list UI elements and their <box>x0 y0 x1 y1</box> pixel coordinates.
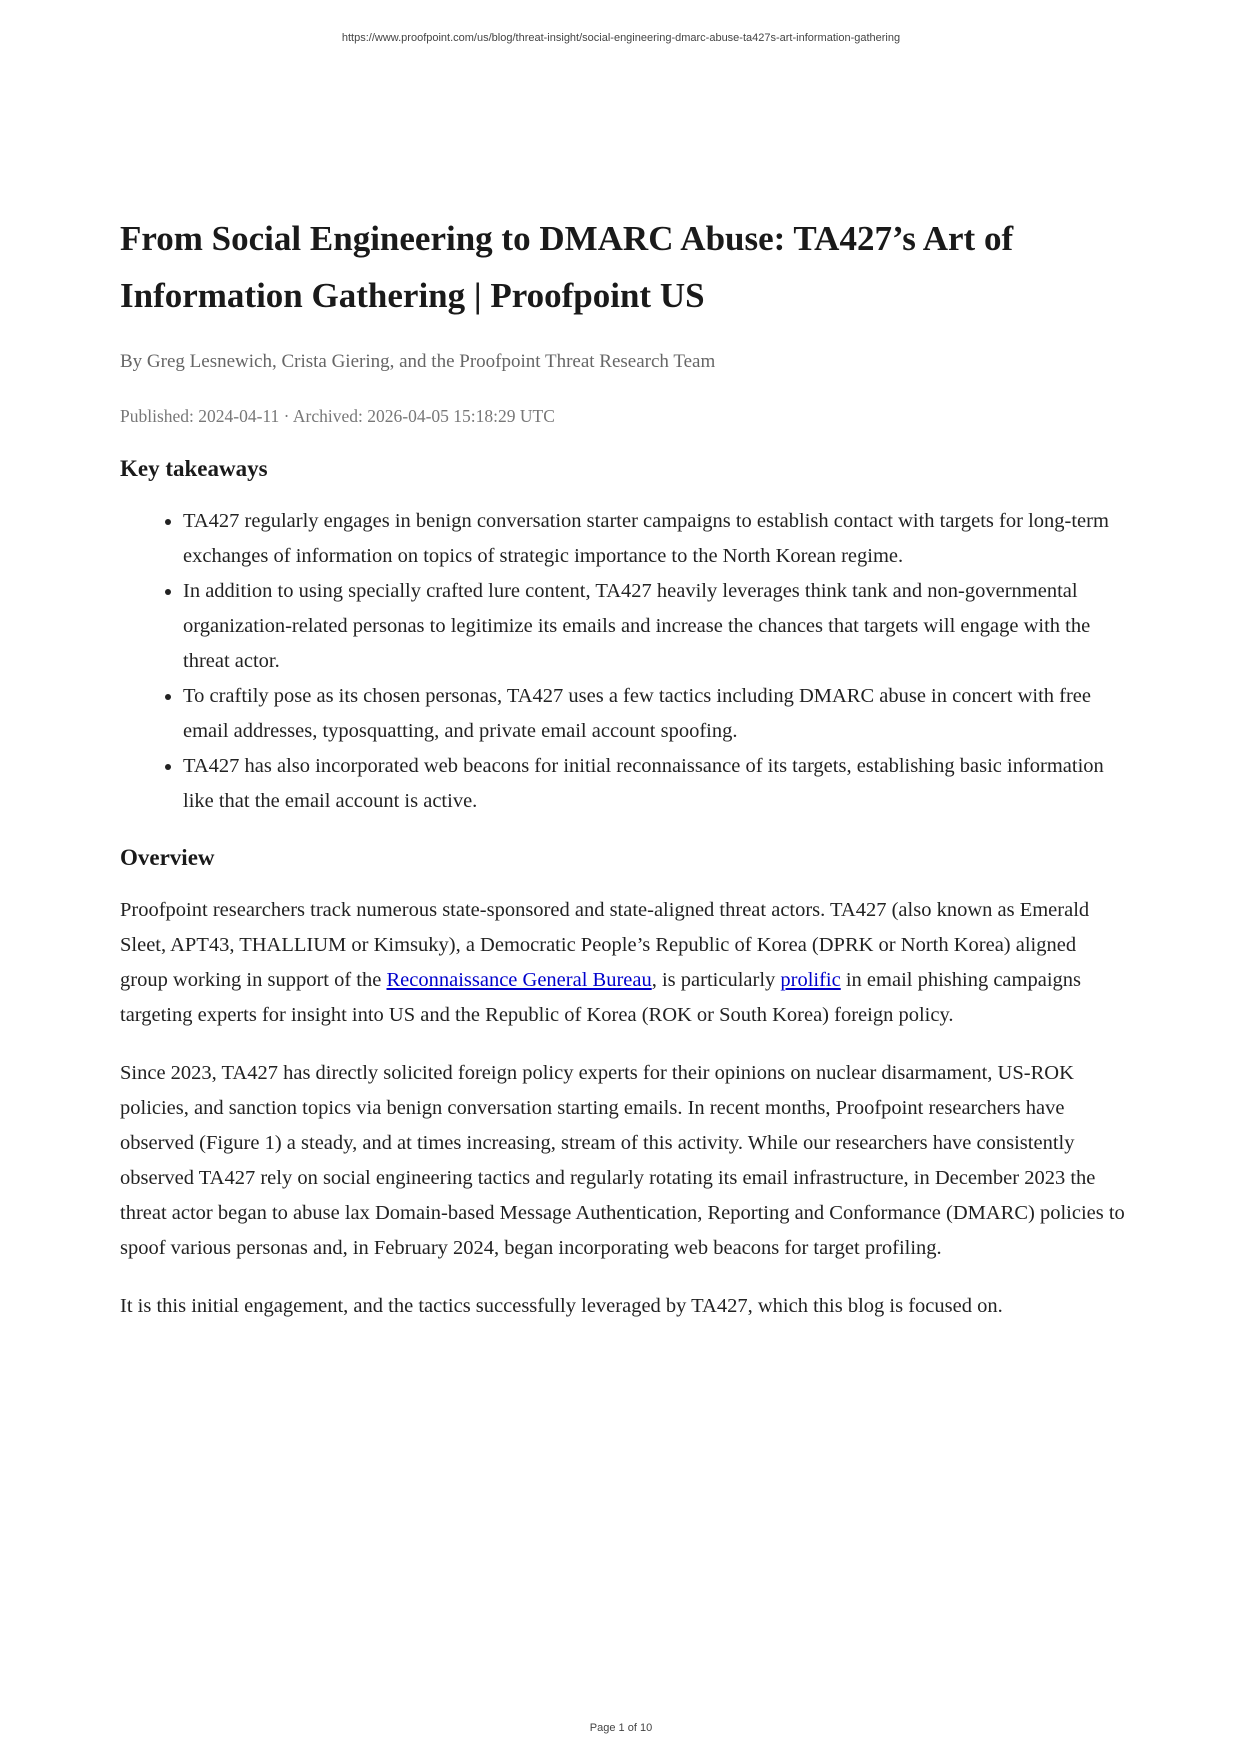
takeaways-list <box>120 504 1125 819</box>
text: Proofpoint researchers track numerous state-sponsored and state-aligned threat actors. TA427 (also known as Emerald Sleet, APT43, THALLIUM or Kimsuky), a Democratic People’s Republic of Korea (DPRK or North Korea) aligned group working in support of the <box>120 899 1090 991</box>
list-item: • TA427 has also incorporated web beacons for initial reconnaissance of its targets, establishing basic information like that the email account is active. <box>183 749 1125 819</box>
text: in email phishing campaigns targeting experts for insight into US and the Republic of Korea (ROK or South Korea) foreign policy. <box>120 969 1081 1026</box>
list-item: • In addition to using specially crafted lure content, TA427 heavily leverages think tank and non-governmental organization-related personas to legitimize its emails and increase the chances that targets will engage with the threat actor. <box>183 574 1125 679</box>
paragraph: Since 2023, TA427 has directly solicited foreign policy experts for their opinions on nuclear disarmament, US-ROK policies, and sanction topics via benign conversation starting emails. In recent months, Proofpoint researchers have observed (Figure 1) a steady, and at times increasing, stream of this activity. While our researchers have consistently observed TA427 rely on social engineering tactics and regularly rotating its email infrastructure, in December 2023 the threat actor began to abuse lax Domain-based Message Authentication, Reporting and Conformance (DMARC) policies to spoof various personas and, in February 2024, began incorporating web beacons for target profiling. <box>120 1062 1125 1259</box>
paragraph <box>120 893 1125 1033</box>
reconnaissance-general-bureau-link[interactable]: Reconnaissance General Bureau <box>386 969 652 991</box>
page-title: From Social Engineering to DMARC Abuse: TA427’s Art of Information Gathering | Proofpoint US <box>120 219 1014 315</box>
page-url: https://www.proofpoint.com/us/blog/threat-insight/social-engineering-dmarc-abuse-ta427s-art-information-gathering <box>341 32 901 44</box>
list-item: • To craftily pose as its chosen personas, TA427 uses a few tactics including DMARC abuse in concert with free email addresses, typosquatting, and private email account spoofing. <box>183 679 1125 749</box>
text: , is particularly <box>651 969 781 991</box>
publish-meta: Published: 2024-04-11 · Archived: 2026-04-05 15:18:29 UTC <box>120 406 555 426</box>
byline: By Greg Lesnewich, Crista Giering, and the Proofpoint Threat Research Team <box>120 351 716 372</box>
overview-heading: Overview <box>120 845 215 870</box>
paragraph: It is this initial engagement, and the tactics successfully leveraged by TA427, which this blog is focused on. <box>120 1295 1003 1317</box>
list-item: • TA427 regularly engages in benign conversation starter campaigns to establish contact with targets for long-term exchanges of information on topics of strategic importance to the North Korean regime. <box>183 504 1125 574</box>
page-number: Page 1 of 10 <box>589 1722 653 1734</box>
article <box>120 210 1125 1347</box>
key-takeaways-heading: Key takeaways <box>120 456 268 481</box>
prolific-link[interactable]: prolific <box>780 969 841 991</box>
